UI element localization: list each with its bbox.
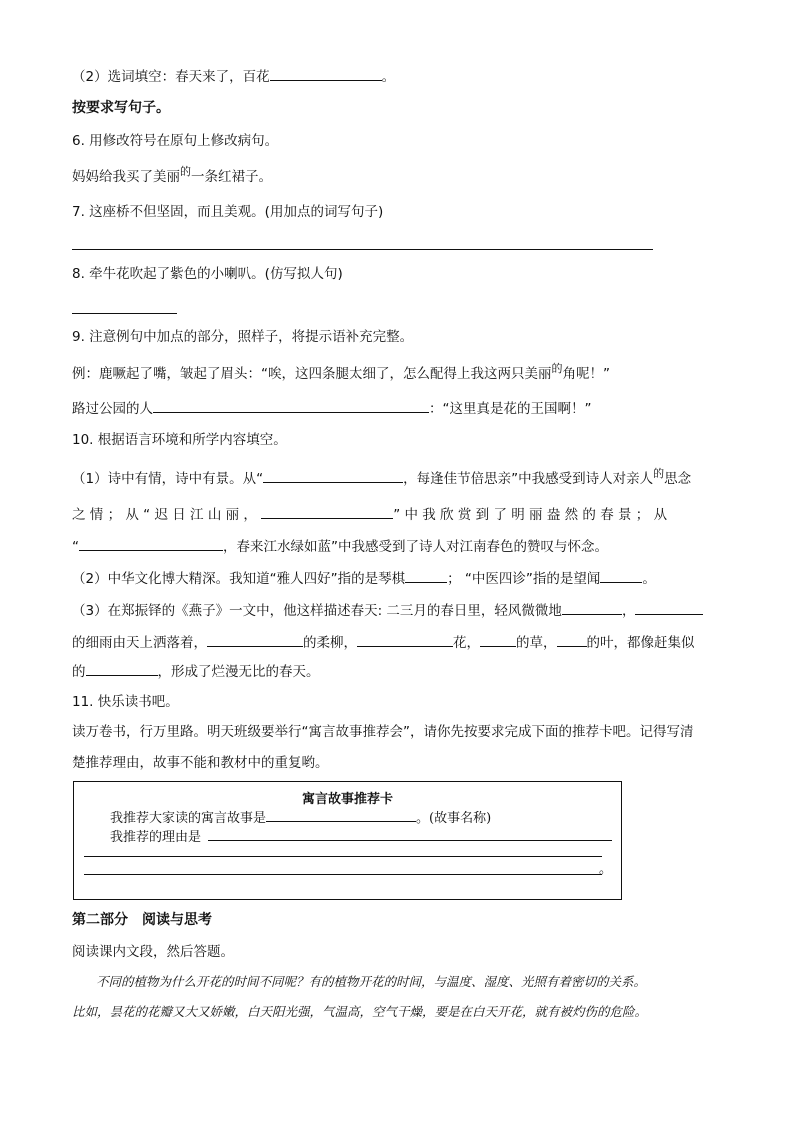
card-title: 寓言故事推荐卡: [301, 792, 393, 807]
q10-p1-mark: 的: [653, 467, 665, 480]
q10-p3-line2-b: 的柔柳，: [303, 635, 357, 651]
q10-p3-blank-5[interactable]: [480, 632, 516, 647]
q5-2-line: [72, 66, 395, 87]
q10-p3-blank-6[interactable]: [557, 632, 587, 647]
q9-fill-blank[interactable]: [153, 398, 429, 413]
q7-answer-line[interactable]: [72, 249, 653, 250]
q10-p3-b: ，: [621, 603, 636, 619]
q10-p1-blank-1[interactable]: [263, 468, 403, 483]
q9-fill-b: ：“这里真是花的王国啊！”: [429, 401, 592, 417]
q5-2-end: 。: [381, 69, 396, 85]
q8-answer-line[interactable]: [72, 313, 177, 314]
q10-p3-blank-4[interactable]: [357, 632, 453, 647]
q8-prompt: 8. 牵牛花吹起了紫色的小喇叭。(仿写拟人句): [72, 266, 343, 282]
q6-sentence-b: 一条红裙子。: [191, 169, 272, 185]
q10-p1-blank-2[interactable]: [261, 504, 393, 519]
q10-p3-blank-7[interactable]: [86, 661, 158, 676]
q9-prompt: 9. 注意例句中加点的部分，照样子，将提示语补充完整。: [72, 329, 414, 345]
part2-instruction: 阅读课内文段，然后答题。: [72, 944, 234, 960]
q10-p1-a: （1）诗中有情，诗中有景。从“: [72, 471, 264, 487]
card-row1-b: 。(故事名称): [416, 811, 492, 826]
q11-intro-2: 楚推荐理由，故事不能和教材中的重复哟。: [72, 755, 329, 771]
q10-p2-b: ； “中医四诊”指的是望闻: [447, 571, 601, 587]
reading-line-2: 比如，昙花的花瓣又大又娇嫩，白天阳光强，气温高，空气干燥，要是在白天开花，就有被灼伤的危险。: [72, 1004, 648, 1019]
reading-line-1: 不同的植物为什么开花的时间不同呢？有的植物开花的时间，与温度、湿度、光照有着密切的关系。: [96, 974, 647, 989]
q10-p1-line2-a: 之 情 ； 从 “ 迟 日 江 山 丽 ，: [72, 507, 257, 523]
q10-p3-line3-a: 的: [72, 664, 86, 680]
card-story-name-blank[interactable]: [266, 809, 416, 822]
q10-p1-line1: [72, 468, 691, 490]
card-reason-line-1[interactable]: [208, 840, 612, 841]
card-reason-line-2[interactable]: [84, 856, 602, 857]
q10-p1-b: ，每逢佳节倍思亲”中我感受到诗人对亲人: [403, 471, 654, 487]
q10-p3-blank-3[interactable]: [207, 632, 303, 647]
q9-example: [72, 364, 610, 385]
q10-p3-line2-d: 的草，: [516, 635, 557, 651]
q10-p1-line2-b: ” 中 我 欣 赏 到 了 明 丽 盎 然 的 春 景 ； 从: [393, 507, 668, 523]
q10-p3-line2-a: 的细雨由天上洒落着，: [72, 635, 207, 651]
q10-p1-line3: [72, 536, 608, 557]
q10-p1-blank-3[interactable]: [79, 536, 223, 551]
q10-p3-blank-2[interactable]: [635, 600, 703, 615]
q10-p3-a: （3）在郑振铎的《燕子》一文中，他这样描述春天: 二三月的春日里，轻风微微地: [72, 603, 562, 619]
q10-p1-line3-a: “: [72, 539, 79, 555]
card-reason-line-3[interactable]: [84, 874, 602, 875]
q10-p2-blank-1[interactable]: [405, 568, 447, 583]
section-heading: 按要求写句子。: [72, 100, 170, 116]
q10-p3-line3-b: ，形成了烂漫无比的春天。: [157, 664, 320, 680]
q10-p3-line2-e: 的叶，都像赶集似: [586, 635, 695, 651]
part2-heading: 第二部分 阅读与思考: [72, 912, 212, 928]
card-row-1: [110, 807, 491, 826]
q10-p3-line2-c: 花，: [453, 635, 480, 651]
q10-p2-a: （2）中华文化博大精深。我知道“雅人四好”指的是琴棋: [72, 571, 406, 587]
q9-fill: [72, 398, 592, 419]
q5-2-text: （2）选词填空：春天来了，百花: [72, 69, 270, 85]
q10-p2: [72, 568, 656, 589]
q6-prompt: 6. 用修改符号在原句上修改病句。: [72, 133, 279, 149]
q10-p1-line3-b: ，春来江水绿如蓝”中我感受到了诗人对江南春色的赞叹与怀念。: [223, 539, 608, 555]
q11-intro-1: 读万卷书，行万里路。明天班级要举行“寓言故事推荐会”，请你先按要求完成下面的推荐卡吧。记得写清: [72, 724, 694, 740]
recommendation-card: [73, 781, 622, 900]
q9-example-b: 角呢！”: [562, 366, 610, 382]
q6-sentence-mark: 的: [180, 165, 191, 178]
q10-prompt: 10. 根据语言环境和所学内容填空。: [72, 432, 287, 448]
q7-prompt: 7. 这座桥不但坚固，而且美观。(用加点的词写句子): [72, 204, 384, 220]
q9-example-a: 例：鹿噘起了嘴，皱起了眉头：“唉，这四条腿太细了，怎么配得上我这两只美丽: [72, 366, 552, 382]
q10-p3-line3: [72, 661, 320, 682]
q10-p3-blank-1[interactable]: [562, 600, 622, 615]
q6-sentence: [72, 167, 272, 188]
q9-fill-a: 路过公园的人: [72, 401, 153, 417]
q5-2-answer-blank[interactable]: [270, 66, 382, 81]
q10-p1-c: 思念: [664, 471, 692, 487]
q10-p3-line2: [72, 632, 695, 653]
q10-p1-line2: [72, 504, 667, 525]
card-end: 。: [599, 862, 613, 877]
q10-p2-blank-2[interactable]: [600, 568, 642, 583]
q11-prompt: 11. 快乐读书吧。: [72, 694, 179, 710]
card-row2-label: 我推荐的理由是: [110, 830, 202, 845]
card-row-2: [110, 826, 201, 845]
q6-sentence-a: 妈妈给我买了美丽: [72, 169, 180, 185]
q9-example-mark: 的: [551, 362, 563, 375]
card-row1-a: 我推荐大家读的寓言故事是: [110, 811, 267, 826]
q10-p3-line1: [72, 600, 703, 621]
q10-p2-c: 。: [642, 571, 656, 587]
